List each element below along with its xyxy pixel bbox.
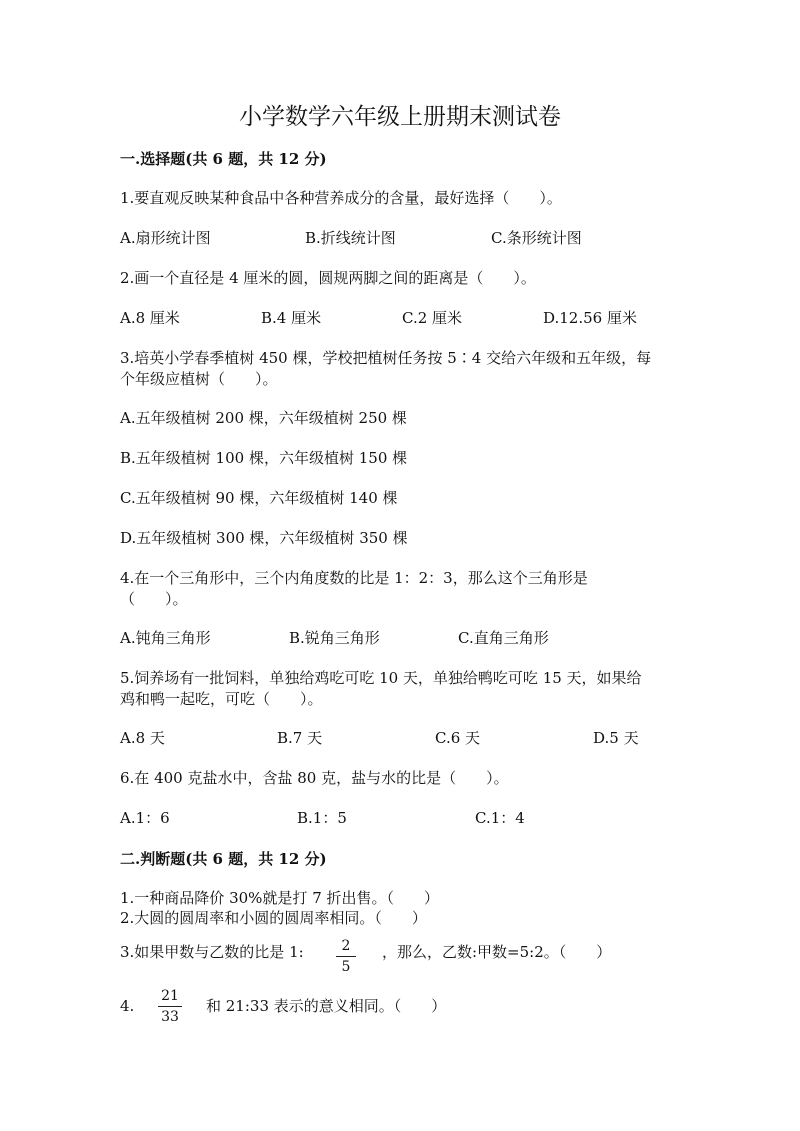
- option-a: A.扇形统计图: [120, 229, 211, 247]
- option-b: B.五年级植树 100 棵，六年级植树 150 棵: [120, 449, 408, 467]
- question-stem-line2: 个年级应植树（ ）。: [120, 370, 278, 388]
- question-stem-line1: 3.培英小学春季植树 450 棵，学校把植树任务按 5∶4 交给六年级和五年级，每: [120, 349, 652, 367]
- option-c: C.直角三角形: [458, 629, 549, 647]
- option-c: C.条形统计图: [491, 229, 582, 247]
- option-b: B.折线统计图: [305, 229, 396, 247]
- judgment-item-suffix: 和 21:33 表示的意义相同。（ ）: [206, 997, 447, 1015]
- fraction: [158, 988, 182, 1025]
- judgment-item: 2.大圆的圆周率和小圆的圆周率相同。（ ）: [120, 909, 427, 927]
- question-stem-line2: （ ）。: [120, 590, 188, 608]
- question-stem-line2: 鸡和鸭一起吃，可吃（ ）。: [120, 690, 323, 708]
- option-a: A.8 厘米: [120, 309, 180, 327]
- fraction-denominator: 5: [341, 959, 351, 975]
- fraction-bar: [336, 956, 356, 957]
- option-a: A.8 天: [120, 729, 165, 747]
- section-heading-judgment: 二.判断题(共 6 题，共 12 分): [120, 850, 327, 868]
- fraction-bar: [158, 1006, 182, 1007]
- question-stem: 6.在 400 克盐水中，含盐 80 克，盐与水的比是（ ）。: [120, 769, 509, 787]
- option-c: C.2 厘米: [402, 309, 463, 327]
- option-b: B.7 天: [277, 729, 323, 747]
- judgment-item-prefix: 3.如果甲数与乙数的比是 1:: [120, 943, 304, 961]
- option-b: B.4 厘米: [261, 309, 322, 327]
- option-c: C.五年级植树 90 棵，六年级植树 140 棵: [120, 489, 398, 507]
- question-stem: 1.要直观反映某种食品中各种营养成分的含量，最好选择（ ）。: [120, 189, 562, 207]
- option-a: A.五年级植树 200 棵，六年级植树 250 棵: [120, 409, 407, 427]
- option-c: C.6 天: [435, 729, 481, 747]
- option-b: B.锐角三角形: [289, 629, 380, 647]
- fraction-numerator: 2: [341, 938, 351, 954]
- option-d: D.5 天: [593, 729, 639, 747]
- question-stem: 2.画一个直径是 4 厘米的圆，圆规两脚之间的距离是（ ）。: [120, 269, 536, 287]
- question-stem-line1: 4.在一个三角形中，三个内角度数的比是 1：2：3，那么这个三角形是: [120, 569, 588, 587]
- fraction: [336, 938, 356, 975]
- option-b: B.1：5: [297, 809, 347, 827]
- judgment-item-suffix: ，那么，乙数:甲数=5:2。（ ）: [382, 943, 612, 961]
- page-title: 小学数学六年级上册期末测试卷: [239, 104, 561, 130]
- judgment-item: 1.一种商品降价 30%就是打 7 折出售。（ ）: [120, 889, 440, 907]
- section-heading-choice: 一.选择题(共 6 题，共 12 分): [120, 150, 327, 168]
- fraction-denominator: 33: [161, 1009, 179, 1025]
- fraction-numerator: 21: [161, 988, 179, 1004]
- judgment-item-prefix: 4.: [120, 997, 135, 1015]
- option-a: A.钝角三角形: [120, 629, 211, 647]
- option-d: D.五年级植树 300 棵，六年级植树 350 棵: [120, 529, 408, 547]
- question-stem-line1: 5.饲养场有一批饲料，单独给鸡吃可吃 10 天，单独给鸭吃可吃 15 天，如果给: [120, 669, 642, 687]
- option-d: D.12.56 厘米: [543, 309, 637, 327]
- option-c: C.1：4: [475, 809, 525, 827]
- option-a: A.1：6: [120, 809, 170, 827]
